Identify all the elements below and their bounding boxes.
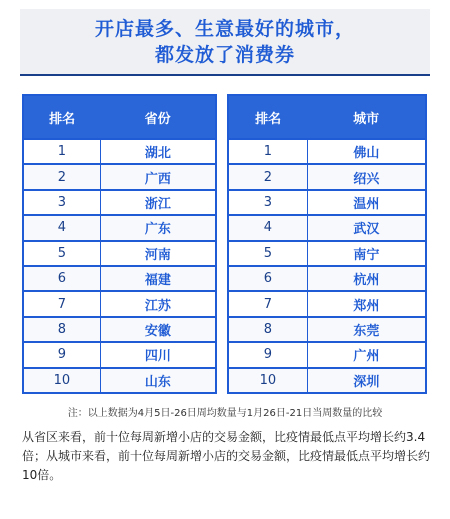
rank-cell: 3 xyxy=(23,190,100,215)
table-row xyxy=(228,215,426,240)
city-cell: 东莞 xyxy=(307,317,426,342)
rank-cell: 7 xyxy=(228,291,307,316)
province-column-header: 省份 xyxy=(100,95,216,139)
table-row xyxy=(228,190,426,215)
city-cell: 佛山 xyxy=(307,139,426,164)
rank-cell: 8 xyxy=(228,317,307,342)
city-cell: 温州 xyxy=(307,190,426,215)
city-cell: 深圳 xyxy=(307,368,426,393)
province-cell: 四川 xyxy=(100,342,216,367)
province-cell: 浙江 xyxy=(100,190,216,215)
rank-column-header: 排名 xyxy=(228,95,307,139)
rank-cell: 1 xyxy=(228,139,307,164)
rank-cell: 8 xyxy=(23,317,100,342)
title-line-2: 都发放了消费券 xyxy=(154,43,295,66)
table-row xyxy=(23,317,216,342)
province-cell: 广西 xyxy=(100,164,216,189)
rank-column-header: 排名 xyxy=(23,95,100,139)
rank-cell: 9 xyxy=(228,342,307,367)
table-row xyxy=(228,266,426,291)
rank-cell: 5 xyxy=(23,241,100,266)
table-row xyxy=(23,342,216,367)
city-cell: 广州 xyxy=(307,342,426,367)
table-row xyxy=(23,164,216,189)
table-row xyxy=(23,190,216,215)
table-row xyxy=(23,368,216,393)
rank-cell: 3 xyxy=(228,190,307,215)
title-banner xyxy=(20,9,430,76)
rank-cell: 5 xyxy=(228,241,307,266)
table-row xyxy=(23,266,216,291)
footnote: 注：以上数据为4月5日-26日周均数量与1月26日-21日当周数量的比较 xyxy=(67,408,383,419)
city-ranking-table xyxy=(227,94,427,394)
province-cell: 福建 xyxy=(100,266,216,291)
rank-cell: 6 xyxy=(228,266,307,291)
table-row xyxy=(228,317,426,342)
table-row xyxy=(23,139,216,164)
province-ranking-table xyxy=(22,94,217,394)
rank-cell: 9 xyxy=(23,342,100,367)
table-header-row xyxy=(23,95,216,139)
table-row xyxy=(228,342,426,367)
rank-cell: 7 xyxy=(23,291,100,316)
rank-cell: 4 xyxy=(228,215,307,240)
city-cell: 南宁 xyxy=(307,241,426,266)
rank-cell: 10 xyxy=(23,368,100,393)
table-row xyxy=(23,241,216,266)
province-cell: 河南 xyxy=(100,241,216,266)
city-cell: 绍兴 xyxy=(307,164,426,189)
table-row xyxy=(23,215,216,240)
summary-paragraph: 从省区来看，前十位每周新增小店的交易金额，比疫情最低点平均增长约3.4倍；从城市来看，前十位每周新增小店的交易金额，比疫情最低点平均增长约10倍。 xyxy=(22,430,431,482)
title-line-1: 开店最多、生意最好的城市， xyxy=(94,17,355,40)
table-row xyxy=(228,241,426,266)
table-row xyxy=(228,164,426,189)
city-column-header: 城市 xyxy=(307,95,426,139)
city-cell: 郑州 xyxy=(307,291,426,316)
rank-cell: 2 xyxy=(23,164,100,189)
table-row xyxy=(228,368,426,393)
city-cell: 杭州 xyxy=(307,266,426,291)
rank-cell: 2 xyxy=(228,164,307,189)
rank-cell: 6 xyxy=(23,266,100,291)
table-header-row xyxy=(228,95,426,139)
rank-cell: 10 xyxy=(228,368,307,393)
table-row xyxy=(23,291,216,316)
table-row xyxy=(228,291,426,316)
city-cell: 武汉 xyxy=(307,215,426,240)
rank-cell: 1 xyxy=(23,139,100,164)
province-cell: 湖北 xyxy=(100,139,216,164)
province-cell: 江苏 xyxy=(100,291,216,316)
province-cell: 山东 xyxy=(100,368,216,393)
table-row xyxy=(228,139,426,164)
province-cell: 广东 xyxy=(100,215,216,240)
province-cell: 安徽 xyxy=(100,317,216,342)
rank-cell: 4 xyxy=(23,215,100,240)
